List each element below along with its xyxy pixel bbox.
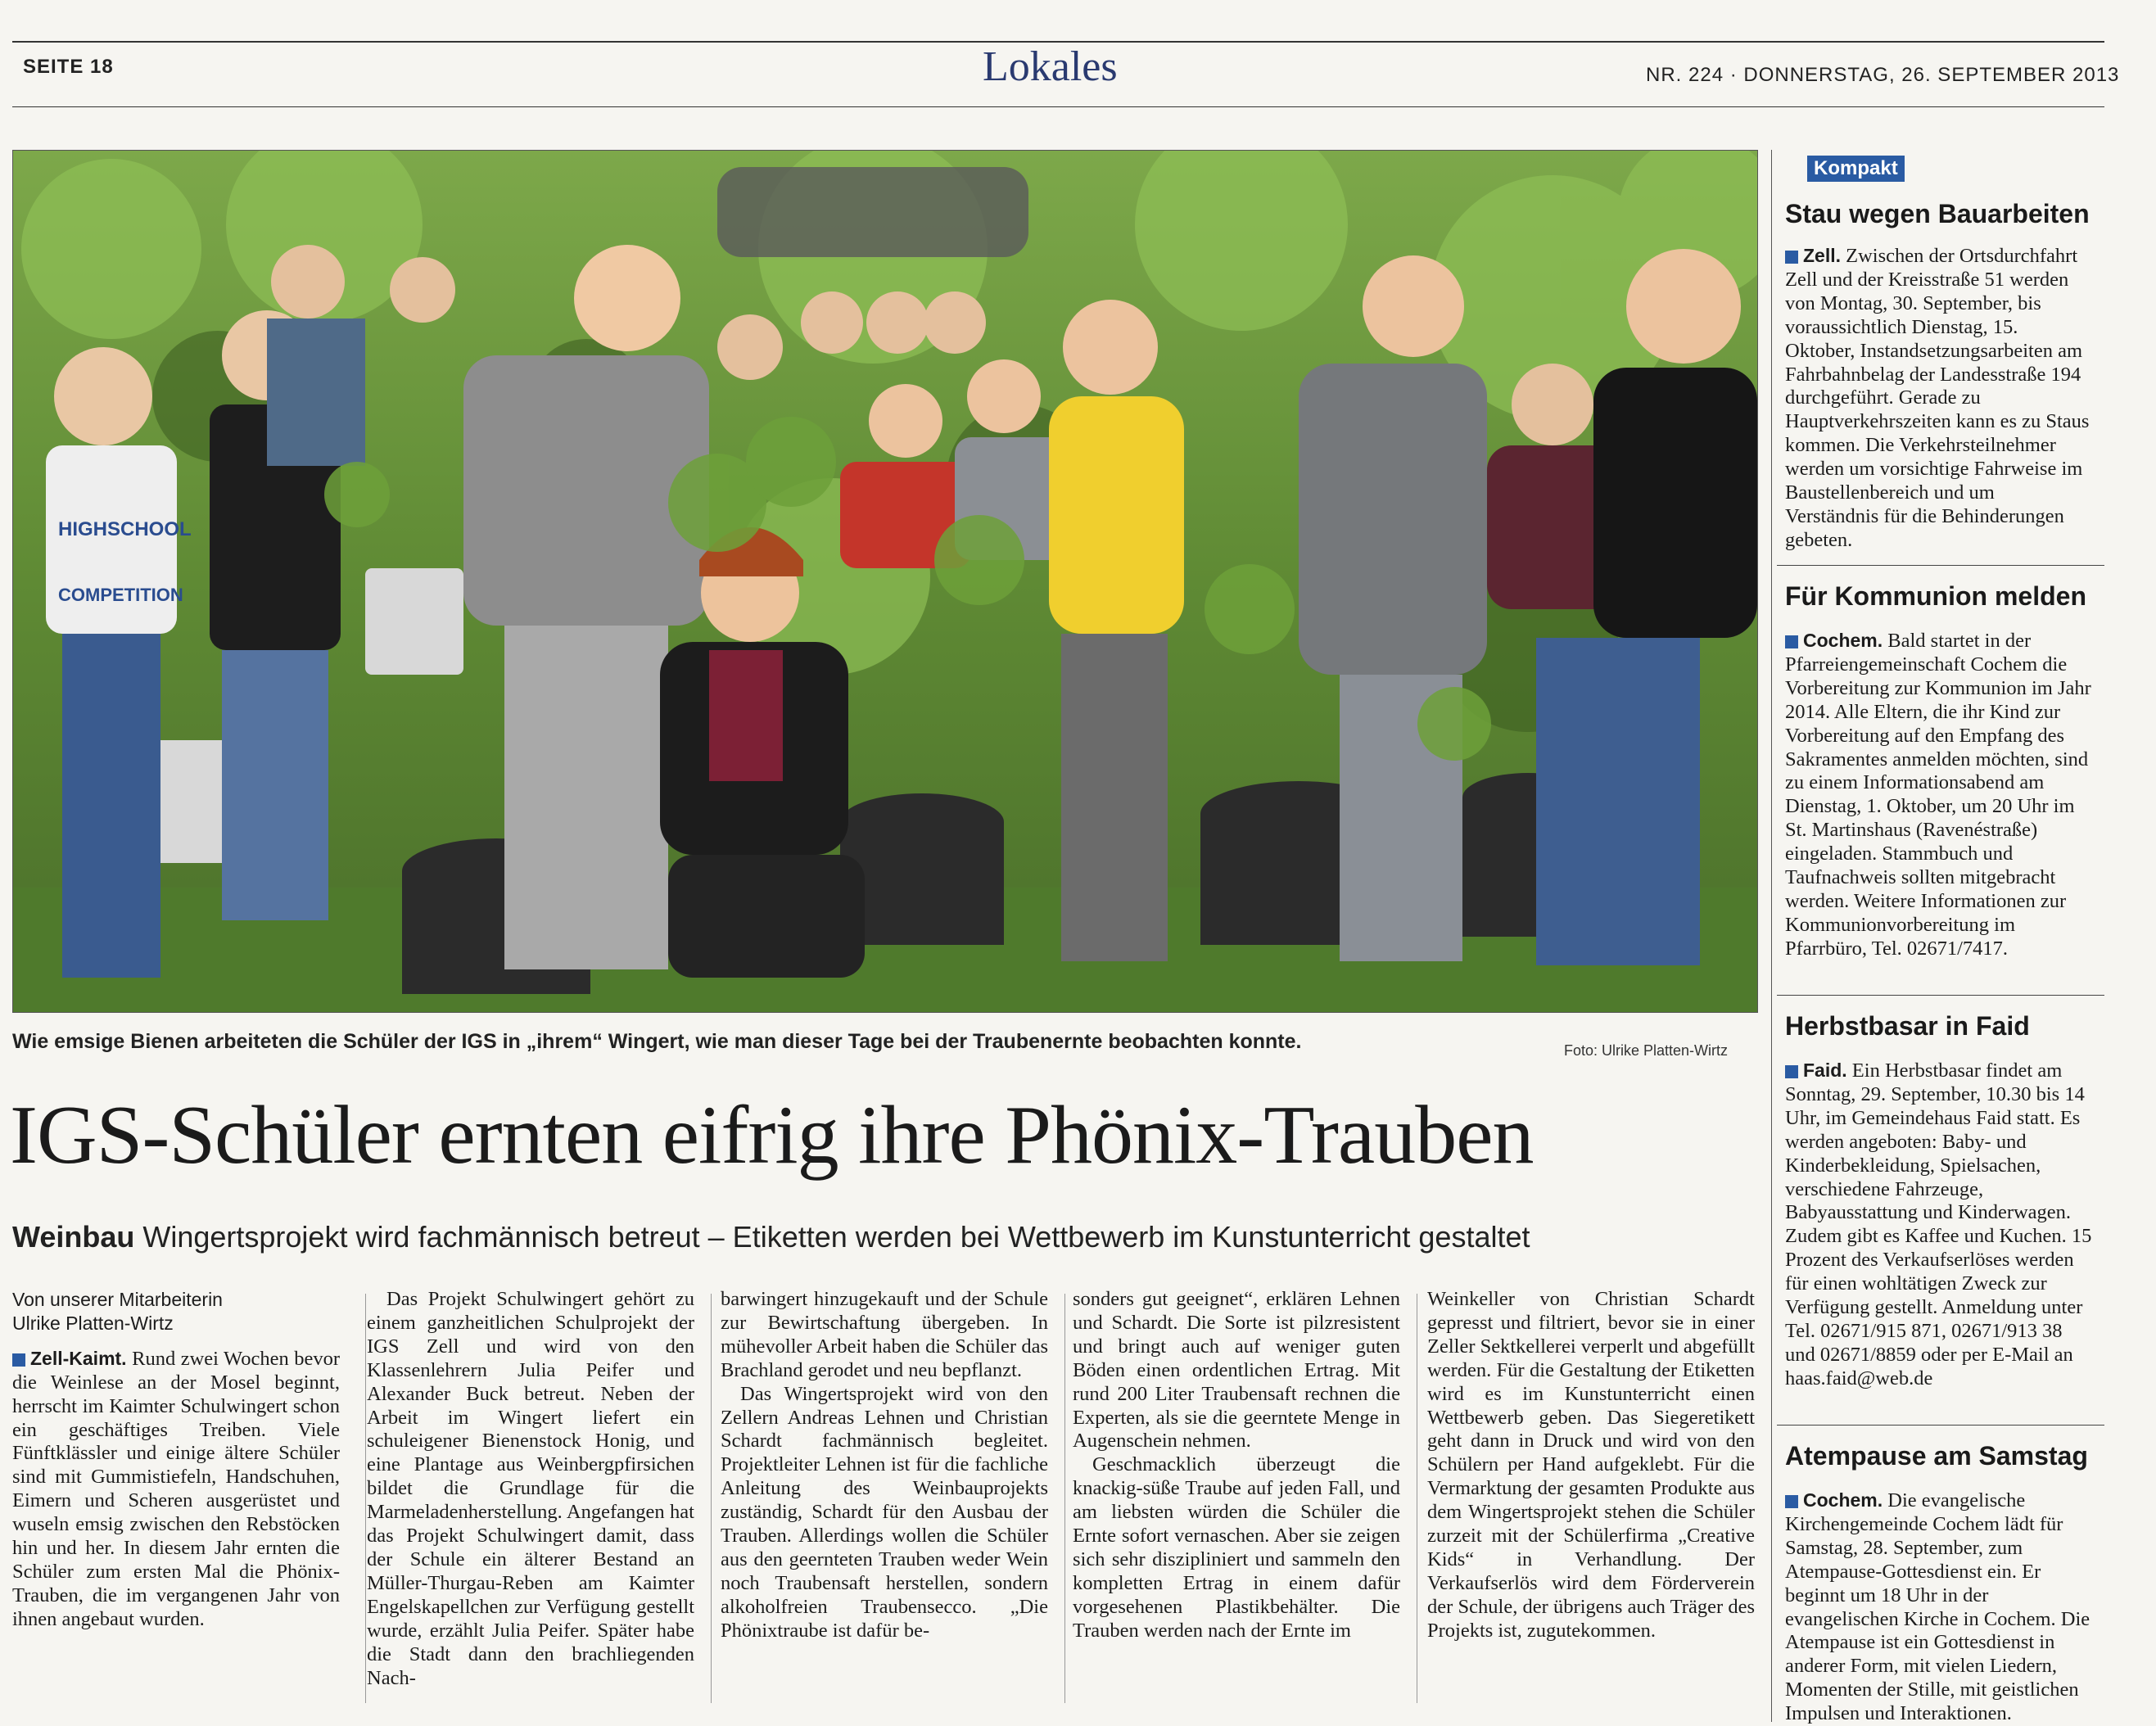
place-marker-icon <box>1785 1065 1798 1078</box>
col1-text: Rund zwei Wochen bevor die Weinlese an der Mosel beginnt, herrscht im Kaimter Schulwingert schon ein geschäftiges Treiben. Viele Fünftklässler und einige ältere Schüler sind mit Gummistiefeln, Handschuhen, Eimern und Scheren ausgerüstet und wuseln emsig zwischen den Rebstöcken hin und her. In diesem Jahr ernten die Schüler zum ersten Mal die Phönix-Trauben, die im vergangenen Jahr von ihnen angebaut wurden. <box>12 1347 341 1630</box>
sidebar-item-body: Die evangelische Kirchengemeinde Cochem lädt für Samstag, 28. September, zum Atempause-Gottesdienst ein. Er beginnt um 18 Uhr in der evangelischen Kirche in Cochem. Die Atempause ist ein Gottesdienst in anderer Form, mit vielen Liedern, Momenten der Stille, mit geistlichen Impulsen und Interaktionen. <box>1785 1489 2090 1725</box>
col3-paragraph-2: Das Wingertsprojekt wird von den Zellern Andreas Lehnen und Christian Schardt fachmännisch begleitet. Projektleiter Lehnen ist für die fachliche Anleitung des Weinbauprojekts zuständig, Schardt für den Ausbau der Trauben. Allerdings wollen die Schüler aus den geernteten Trauben weder Wein noch Traubensaft herstellen, sondern alkoholfreien Traubensecco. „Die Phönixtraube ist dafür be- <box>721 1382 1048 1642</box>
col5-text: Weinkeller von Christian Schardt gepresst und filtriert, bevor sie in einer Zeller Sektkellerei verperlt und abgefüllt werden. Für die Gestaltung der Etiketten wird es im Kunstunterricht einen Wettbewerb geben. Das Siegeretikett geht dann in Druck und wird von den Schülern per Hand aufgeklebt. Für die Vermarktung der gesamten Produkte aus dem Wingertsprojekt stehen die Schüler zurzeit mit der Schülerfirma „Creative Kids“ in Verhandlung. Der Verkaufserlös wird dem Förderverein der Schule, der übrigens auch Träger des Projekts ist, zugutekommen. <box>1427 1288 1756 1642</box>
sidebar-item-title: Stau wegen Bauarbeiten <box>1785 199 2090 228</box>
sidebar-item-title: Atempause am Samstag <box>1785 1441 2088 1471</box>
sidebar-rule <box>1777 1425 2104 1426</box>
sidebar-rule <box>1777 565 2104 566</box>
svg-text:HIGHSCHOOL: HIGHSCHOOL <box>58 518 192 540</box>
article-subheadline <box>12 1220 1530 1254</box>
section-title: Lokales <box>983 43 1118 90</box>
article-column-4 <box>1073 1288 1400 1643</box>
sidebar-rule <box>1777 995 2104 996</box>
sidebar-item-body: Zwischen der Ortsdurchfahrt Zell und der Kreisstraße 51 werden von Montag, 30. September, bis voraussichtlich Dienstag, 15. Oktober, Instandsetzungsarbeiten am Fahrbahnbelag der Landesstraße 194 durchgeführt. Gerade zu Hauptverkehrszeiten kann es zu Staus kommen. Die Verkehrsteilnehmer werden um vorsichtige Fahrweise im Baustellenbereich und um Verständnis für die Behinderungen gebeten. <box>1785 245 2090 551</box>
article-column-3 <box>721 1288 1048 1643</box>
sidebar-item-body: Ein Herbstbasar findet am Sonntag, 29. September, 10.30 bis 14 Uhr, im Gemeindehaus Faid statt. Es werden angeboten: Baby- und Kinderbekleidung, Spielsachen, verschiedene Fahrzeuge, Babyausstattung und Kinderwagen. Zudem gibt es Kaffee und Kuchen. 15 Prozent des Verkaufserlöses werden für einen wohltätigen Zweck zur Verfügung gestellt. Anmeldung unter Tel. 02671/915 871, 02671/913 38 und 02671/8859 oder per E-Mail an haas.faid@web.de <box>1785 1060 2092 1389</box>
sidebar-item-body: Bald startet in der Pfarreiengemeinschaft Cochem die Vorbereitung zur Kommunion im Jahr 2014. Alle Eltern, die ihr Kind zur Vorbereitung auf den Empfang des Sakramentes anmelden möchten, sind zu einem Informationsabend am Dienstag, 1. Oktober, um 20 Uhr im St. Martinshaus (Ravenéstraße) eingeladen. Stammbuch und Taufnachweis sollten mitgebracht werden. Weitere Informationen zur Kommunionvorbereitung im Pfarrbüro, Tel. 02671/7417. <box>1785 630 2091 960</box>
article-column-1 <box>12 1288 340 1632</box>
header-rule-bottom <box>12 106 2104 107</box>
sidebar-item-title: Herbstbasar in Faid <box>1785 1011 2030 1041</box>
sidebar-item-text <box>1785 1489 2092 1726</box>
article-subheadline-text: Wingertsprojekt wird fachmännisch betreut – Etiketten werden bei Wettbewerb im Kunstunterricht gestaltet <box>142 1220 1530 1254</box>
sidebar-item-text <box>1785 244 2092 553</box>
column-divider <box>1064 1294 1065 1703</box>
col3-paragraph-1: barwingert hinzugekauft und der Schule zur Bewirtschaftung übergeben. In mühevoller Arbeit haben die Schüler das Brachland gerodet und neu bepflanzt. <box>721 1288 1048 1381</box>
place-marker-icon <box>12 1353 25 1367</box>
photo-credit: Foto: Ulrike Platten-Wirtz <box>1564 1042 1729 1059</box>
column-divider <box>365 1294 366 1703</box>
article-headline: IGS-Schüler ernten eifrig ihre Phönix-Trauben <box>10 1089 1534 1182</box>
article-column-5 <box>1427 1288 1755 1643</box>
sidebar-item-text <box>1785 629 2092 961</box>
photo-caption: Wie emsige Bienen arbeiteten die Schüler der IGS in „ihrem“ Wingert, wie man dieser Tage bei der Traubenernte beobachten konnte. <box>12 1030 1302 1053</box>
col4-paragraph-1: sonders gut geeignet“, erklären Lehnen und Schardt. Die Sorte ist pilzresistent und bringt auch auf weniger guten Böden einen ordentlichen Ertrag. Mit rund 200 Liter Traubensaft rechnen die Experten, als sie die geerntete Menge in Augenschein nehmen. <box>1073 1288 1400 1453</box>
byline-line-1: Von unserer Mitarbeiterin <box>12 1289 223 1310</box>
svg-text:COMPETITION: COMPETITION <box>58 585 183 605</box>
col4-paragraph-2: Geschmacklich überzeugt die knackig-süße Traube auf jeden Fall, und am liebsten würden die Schüler die Ernte sofort vernaschen. Aber sie zeigen sich sehr diszipliniert und sammeln den kompletten Ertrag in einem dafür vorgesehenen Plastikbehälter. Die Trauben werden nach der Ernte im <box>1073 1453 1400 1642</box>
sidebar-item-place: Faid. <box>1803 1060 1847 1081</box>
sidebar-label: Kompakt <box>1807 156 1905 182</box>
article-photo <box>12 150 1758 1013</box>
column-divider <box>711 1294 712 1703</box>
article-place: Zell-Kaimt. <box>30 1347 127 1369</box>
place-marker-icon <box>1785 251 1798 264</box>
byline-line-2: Ulrike Platten-Wirtz <box>12 1312 174 1334</box>
article-kicker: Weinbau <box>12 1220 135 1254</box>
place-marker-icon <box>1785 1495 1798 1508</box>
sidebar-item-place: Zell. <box>1803 245 1842 266</box>
issue-date: NR. 224 · DONNERSTAG, 26. SEPTEMBER 2013 <box>1646 64 2120 86</box>
article-column-2 <box>367 1288 694 1690</box>
sidebar-item-place: Cochem. <box>1803 1489 1883 1511</box>
sidebar-item-place: Cochem. <box>1803 630 1883 651</box>
sidebar-item-title: Für Kommunion melden <box>1785 581 2086 611</box>
col2-text: Das Projekt Schulwingert gehört zu einem ganzheitlichen Schulprojekt der IGS Zell und wird von den Klassenlehrern Julia Peifer und Alexander Buck betreut. Neben der Arbeit im Wingert liefert ein schuleigener Bienenstock Honig, und eine Plantage aus Weinbergpfirsichen bildet die Grundlage für die Marmeladenherstellung. Angefangen hat das Projekt Schulwingert damit, dass der Schule ein älterer Bestand an Müller-Thurgau-Reben am Kaimter Engelskapellchen zur Verfügung gestellt wurde, erzählt Julia Peifer. Später habe die Stadt dann den brachliegenden Nach- <box>367 1288 694 1689</box>
page-number: SEITE 18 <box>23 56 114 78</box>
sidebar-divider <box>1771 150 1772 1722</box>
place-marker-icon <box>1785 635 1798 648</box>
sidebar-item-text <box>1785 1059 2092 1391</box>
